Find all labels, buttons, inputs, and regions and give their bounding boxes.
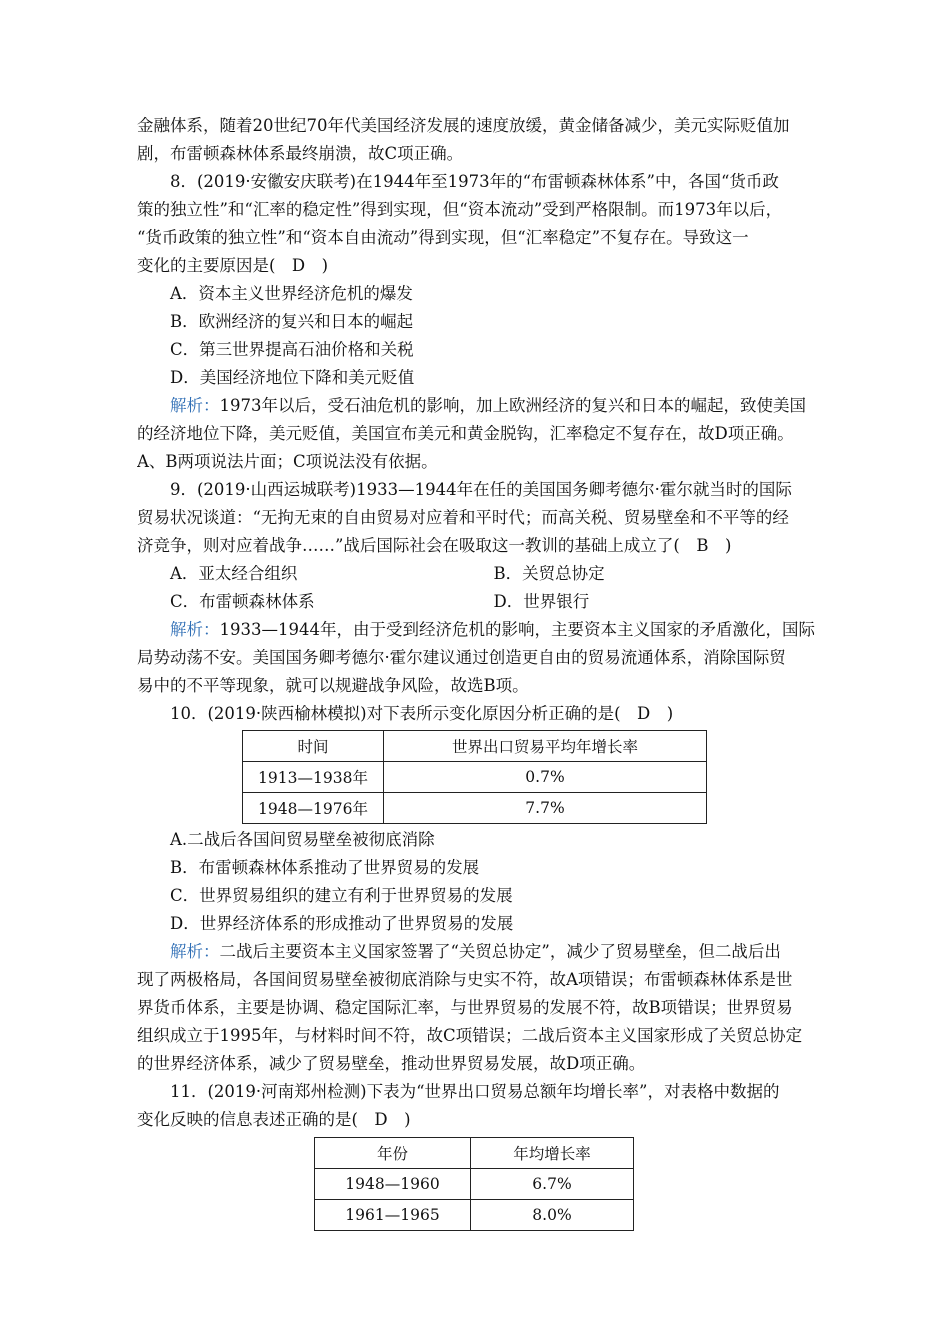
analysis-text: 二战后主要资本主义国家签署了“关贸总协定”，减少了贸易壁垒，但二战后出 <box>219 942 781 961</box>
table-row <box>243 793 707 824</box>
question-8-analysis: A、B两项说法片面；C项说法没有依据。 <box>137 452 438 471</box>
table-cell: 6.7% <box>471 1169 634 1200</box>
table-cell: 1961—1965 <box>315 1200 471 1231</box>
table-cell: 8.0% <box>471 1200 634 1231</box>
table-header-cell: 年均增长率 <box>471 1138 634 1169</box>
question-10-stem: 10．(2019·陕西榆林模拟)对下表所示变化原因分析正确的是( D ) <box>170 704 674 723</box>
question-10-table <box>242 730 707 824</box>
question-11-table <box>314 1137 634 1231</box>
question-10-analysis: 组织成立于1995年，与材料时间不符，故C项错误；二战后资本主义国家形成了关贸总协定 <box>137 1026 803 1045</box>
analysis-text: 1973年以后，受石油危机的影响，加上欧洲经济的复兴和日本的崛起，致使美国 <box>219 396 806 415</box>
question-8-stem: 策的独立性”和“汇率的稳定性”得到实现，但“资本流动”受到严格限制。而1973年以后， <box>137 200 783 219</box>
question-10-option-a: A.二战后各国间贸易壁垒被彻底消除 <box>170 830 435 849</box>
question-9-option-a: A．亚太经合组织 <box>170 564 298 583</box>
question-9-analysis: 易中的不平等现象，就可以规避战争风险，故选B项。 <box>137 676 529 695</box>
intro-line: 剧，布雷顿森林体系最终崩溃，故C项正确。 <box>137 144 464 163</box>
question-10-option-c: C．世界贸易组织的建立有利于世界贸易的发展 <box>170 886 513 905</box>
question-10-analysis: 界货币体系，主要是协调、稳定国际汇率，与世界贸易的发展不符，故B项错误；世界贸易 <box>137 998 793 1017</box>
question-8-stem: 8．(2019·安徽安庆联考)在1944年至1973年的“布雷顿森林体系”中，各国“货币政 <box>170 172 779 191</box>
question-11-stem: 11．(2019·河南郑州检测)下表为“世界出口贸易总额年均增长率”，对表格中数据的 <box>170 1082 780 1101</box>
question-8-analysis: 的经济地位下降，美元贬值，美国宣布美元和黄金脱钩，汇率稳定不复存在，故D项正确。 <box>137 424 794 443</box>
question-8-option-b: B．欧洲经济的复兴和日本的崛起 <box>170 312 414 331</box>
question-10-option-d: D．世界经济体系的形成推动了世界贸易的发展 <box>170 914 514 933</box>
question-9-options-row <box>137 560 817 588</box>
table-row <box>315 1200 634 1231</box>
question-8-stem: 变化的主要原因是( D ) <box>137 256 329 275</box>
table-header-row <box>315 1138 634 1169</box>
question-10-analysis <box>137 938 817 966</box>
table-cell: 7.7% <box>384 793 707 824</box>
question-9-stem: 9．(2019·山西运城联考)1933—1944年在任的美国国务卿考德尔·霍尔就当时的国际 <box>170 480 792 499</box>
question-8-option-c: C．第三世界提高石油价格和关税 <box>170 340 414 359</box>
table-header-cell: 世界出口贸易平均年增长率 <box>384 731 707 762</box>
table-header-cell: 时间 <box>243 731 384 762</box>
question-9-stem: 贸易状况谈道：“无拘无束的自由贸易对应着和平时代；而高关税、贸易壁垒和不平等的经 <box>137 508 789 527</box>
question-9-options-row <box>137 588 817 616</box>
analysis-label: 解析： <box>170 396 220 415</box>
analysis-label: 解析： <box>170 620 220 639</box>
question-8-option-a: A．资本主义世界经济危机的爆发 <box>170 284 413 303</box>
question-9-stem: 济竞争，则对应着战争……”战后国际社会在吸取这一教训的基础上成立了( B ) <box>137 536 732 555</box>
table-row <box>243 762 707 793</box>
question-9-option-c: C．布雷顿森林体系 <box>170 592 315 611</box>
table-cell: 1948—1960 <box>315 1169 471 1200</box>
document-page <box>137 112 817 1231</box>
question-8-analysis <box>137 392 817 420</box>
question-9-option-b: B．关贸总协定 <box>493 564 605 583</box>
table-cell: 1948—1976年 <box>243 793 384 824</box>
table-row <box>315 1169 634 1200</box>
question-9-analysis: 局势动荡不安。美国国务卿考德尔·霍尔建议通过创造更自由的贸易流通体系，消除国际贸 <box>137 648 786 667</box>
table-cell: 0.7% <box>384 762 707 793</box>
intro-line: 金融体系，随着20世纪70年代美国经济发展的速度放缓，黄金储备减少，美元实际贬值加 <box>137 116 790 135</box>
question-11-stem: 变化反映的信息表述正确的是( D ) <box>137 1110 411 1129</box>
analysis-text: 1933—1944年，由于受到经济危机的影响，主要资本主义国家的矛盾激化，国际 <box>219 620 815 639</box>
question-10-analysis: 的世界经济体系，减少了贸易壁垒，推动世界贸易发展，故D项正确。 <box>137 1054 646 1073</box>
table-header-cell: 年份 <box>315 1138 471 1169</box>
question-9-analysis <box>137 616 817 644</box>
question-9-option-d: D．世界银行 <box>493 592 590 611</box>
analysis-label: 解析： <box>170 942 220 961</box>
table-header-row <box>243 731 707 762</box>
question-10-option-b: B．布雷顿森林体系推动了世界贸易的发展 <box>170 858 480 877</box>
table-cell: 1913—1938年 <box>243 762 384 793</box>
question-8-stem: “货币政策的独立性”和“资本自由流动”得到实现，但“汇率稳定”不复存在。导致这一 <box>137 228 749 247</box>
question-8-option-d: D．美国经济地位下降和美元贬值 <box>170 368 415 387</box>
question-10-analysis: 现了两极格局，各国间贸易壁垒被彻底消除与史实不符，故A项错误；布雷顿森林体系是世 <box>137 970 793 989</box>
